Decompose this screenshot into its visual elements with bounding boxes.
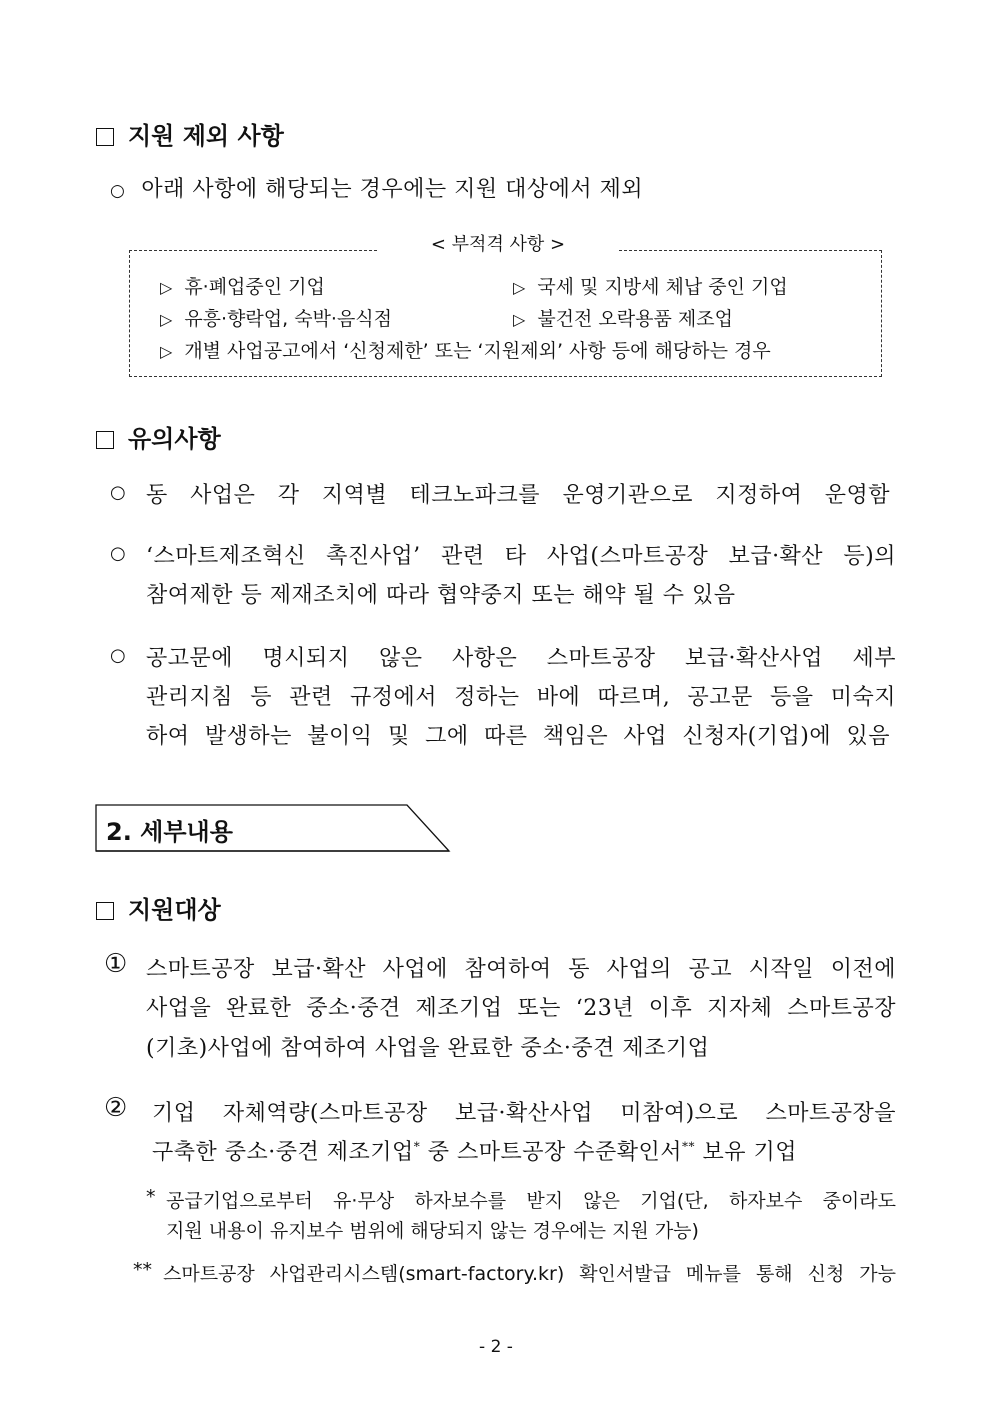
checkbox-square-icon bbox=[96, 128, 114, 146]
exclusion-intro: ○ 아래 사항에 해당되는 경우에는 지원 대상에서 제외 bbox=[110, 177, 644, 202]
circle-bullet-icon: ○ bbox=[110, 645, 126, 666]
ineligible-item: ▷ 유흥·향락업, 숙박·음식점 bbox=[160, 308, 393, 330]
notes-item-2-line-2: 참여제한 등 제재조치에 따라 협약중지 또는 해약 될 수 있음 bbox=[146, 583, 736, 608]
footnote-1-line-1: 공급기업으로부터 유·무상 하자보수를 받지 않은 기업(단, 하자보수 중이라도 bbox=[166, 1190, 896, 1212]
notes-item-3-line-2: 관리지침 등 관련 규정에서 정하는 바에 따르며, 공고문 등을 미숙지 bbox=[146, 685, 896, 710]
notes-item-2-line-1: ‘스마트제조혁신 촉진사업’ 관련 타 사업(스마트공장 보급·확산 등)의 bbox=[146, 544, 896, 569]
section-title: 2. 세부내용 bbox=[106, 818, 233, 846]
footnote-marker-2: ** bbox=[682, 1139, 696, 1154]
checkbox-square-icon bbox=[96, 902, 114, 920]
footnote-2-mark: ** bbox=[133, 1259, 152, 1281]
page-number: - 2 - bbox=[479, 1337, 513, 1357]
target-item-1-line-2: 사업을 완료한 중소·중견 제조기업 또는 ‘23년 이후 지자체 스마트공장 bbox=[146, 996, 896, 1021]
target-item-2-line-1: 기업 자체역량(스마트공장 보급·확산사업 미참여)으로 스마트공장을 bbox=[152, 1101, 896, 1126]
target-item-2-line-2: 구축한 중소·중견 제조기업* 중 스마트공장 수준확인서** 보유 기업 bbox=[152, 1139, 798, 1165]
triangle-bullet-icon: ▷ bbox=[160, 278, 173, 297]
circle-bullet-icon: ○ bbox=[110, 181, 126, 201]
notes-heading: 유의사항 bbox=[96, 419, 221, 454]
footnote-1-mark: * bbox=[146, 1186, 156, 1208]
circle-bullet-icon: ○ bbox=[110, 482, 126, 503]
triangle-bullet-icon: ▷ bbox=[513, 310, 526, 329]
triangle-bullet-icon: ▷ bbox=[160, 342, 173, 361]
ineligible-item: ▷ 개별 사업공고에서 ‘신청제한’ 또는 ‘지원제외’ 사항 등에 해당하는 경우 bbox=[160, 340, 771, 362]
target-item-1-line-1: 스마트공장 보급·확산 사업에 참여하여 동 사업의 공고 시작일 이전에 bbox=[146, 957, 896, 982]
number-2-marker: ② bbox=[104, 1093, 128, 1123]
number-1-marker: ① bbox=[104, 949, 128, 979]
target-item-1-line-3: (기초)사업에 참여하여 사업을 완료한 중소·중견 제조기업 bbox=[146, 1036, 710, 1061]
footnote-marker-1: * bbox=[413, 1139, 421, 1154]
triangle-bullet-icon: ▷ bbox=[160, 310, 173, 329]
notes-item-3-line-3: 하여 발생하는 불이익 및 그에 따른 책임은 사업 신청자(기업)에 있음 bbox=[146, 724, 890, 749]
target-heading: 지원대상 bbox=[96, 890, 221, 925]
circle-bullet-icon: ○ bbox=[110, 543, 126, 564]
footnote-1-line-2: 지원 내용이 유지보수 범위에 해당되지 않는 경우에는 지원 가능) bbox=[166, 1220, 699, 1242]
ineligible-item: ▷ 국세 및 지방세 체납 중인 기업 bbox=[513, 276, 788, 298]
ineligible-item: ▷ 불건전 오락용품 제조업 bbox=[513, 308, 733, 330]
ineligible-box-title: < 부적격 사항 > bbox=[378, 232, 618, 262]
checkbox-square-icon bbox=[96, 431, 114, 449]
triangle-bullet-icon: ▷ bbox=[513, 278, 526, 297]
exclusion-heading: 지원 제외 사항 bbox=[96, 116, 284, 151]
notes-item-1: 동 사업은 각 지역별 테크노파크를 운영기관으로 지정하여 운영함 bbox=[146, 483, 890, 508]
notes-item-3-line-1: 공고문에 명시되지 않은 사항은 스마트공장 보급·확산사업 세부 bbox=[146, 646, 896, 671]
ineligible-item: ▷ 휴·폐업중인 기업 bbox=[160, 276, 325, 298]
footnote-2-line-1: 스마트공장 사업관리시스템(smart-factory.kr) 확인서발급 메뉴를 통해 신청 가능 bbox=[163, 1263, 896, 1285]
